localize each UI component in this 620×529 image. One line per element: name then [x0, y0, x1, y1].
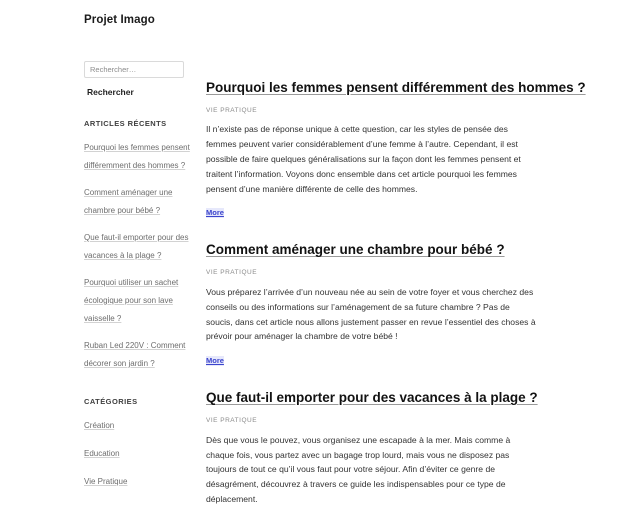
list-item	[84, 415, 192, 433]
post-category-label[interactable]: VIE PRATIQUE	[206, 269, 258, 277]
sidebar	[84, 58, 192, 489]
post-title	[206, 390, 610, 407]
post-article	[206, 80, 610, 221]
post-more-link-1[interactable]: More	[206, 208, 224, 218]
list-item	[84, 443, 192, 461]
sidebar-recent-link-5[interactable]: Ruban Led 220V : Comment décorer son jardin ?	[84, 340, 186, 368]
sidebar-category-link-2[interactable]: Education	[84, 448, 120, 458]
post-excerpt: Vous préparez l’arrivée d’un nouveau née au sein de votre foyer et vous cherchez des conseils ou des informations sur l’aménagement de sa future chambre ? Pas de soucis, dans cet article nous allons justement passer en revue l’essentiel des choses à prévoir pour aménager la chambre de votre bébé !	[206, 287, 536, 342]
search-input[interactable]	[84, 61, 184, 78]
post-title	[206, 80, 610, 97]
sidebar-category-link-3[interactable]: Vie Pratique	[84, 476, 128, 486]
list-item	[84, 182, 192, 218]
widget-title-recent: ARTICLES RÉCENTS	[84, 118, 167, 128]
post-category-label[interactable]: VIE PRATIQUE	[206, 106, 258, 114]
widget-title-categories: CATÉGORIES	[84, 396, 138, 406]
widget-recent-articles	[84, 119, 192, 371]
sidebar-recent-link-2[interactable]: Comment aménager une chambre pour bébé ?	[84, 187, 173, 215]
post-title-link-2[interactable]: Comment aménager une chambre pour bébé ?	[206, 242, 505, 258]
post-excerpt: Il n’existe pas de réponse unique à cette question, car les styles de pensée des femmes peuvent varier considérablement d’une femme à l’autre. Cependant, il est possible de faire quelques généralisations sur la façon dont les femmes pensent et traitent l’information. Voyons donc ensemble dans cet article pourquoi les femmes pensent d’une manière différente de celle des hommes.	[206, 124, 521, 194]
sidebar-recent-link-1[interactable]: Pourquoi les femmes pensent différemment des hommes ?	[84, 142, 190, 170]
post-more-link-2[interactable]: More	[206, 356, 224, 366]
recent-articles-list	[84, 137, 192, 371]
main-content	[192, 28, 610, 529]
post-title	[206, 242, 610, 259]
post-title-link-3[interactable]: Que faut-il emporter pour des vacances à la plage ?	[206, 390, 538, 406]
post-article	[206, 242, 610, 368]
search-form	[84, 61, 192, 97]
search-submit-button[interactable]: Rechercher	[87, 86, 134, 97]
post-category-label[interactable]: VIE PRATIQUE	[206, 417, 258, 425]
list-item	[84, 471, 192, 489]
post-title-link-1[interactable]: Pourquoi les femmes pensent différemment des hommes ?	[206, 79, 586, 95]
site-header	[0, 0, 620, 28]
site-title[interactable]: Projet Imago	[84, 14, 155, 26]
categories-list	[84, 415, 192, 489]
sidebar-category-link-1[interactable]: Création	[84, 420, 115, 430]
sidebar-recent-link-4[interactable]: Pourquoi utiliser un sachet écologique pour son lave vaisselle ?	[84, 277, 179, 323]
list-item	[84, 272, 192, 326]
content-layout	[0, 58, 620, 529]
post-article	[206, 390, 610, 507]
list-item	[84, 137, 192, 173]
widget-categories	[84, 397, 192, 489]
sidebar-recent-link-3[interactable]: Que faut-il emporter pour des vacances à la plage ?	[84, 232, 189, 260]
list-item	[84, 335, 192, 371]
list-item	[84, 227, 192, 263]
post-excerpt: Dès que vous le pouvez, vous organisez une escapade à la mer. Mais comme à chaque fois, vous partez avec un bagage trop lourd, mais vous ne disposez pas toujours de tout ce qu’il vous faut pour votre séjour. Afin d’éviter ce genre de désagrément, découvrez à travers ce guide les indispensables pour ce type de déplacement.	[206, 434, 511, 504]
